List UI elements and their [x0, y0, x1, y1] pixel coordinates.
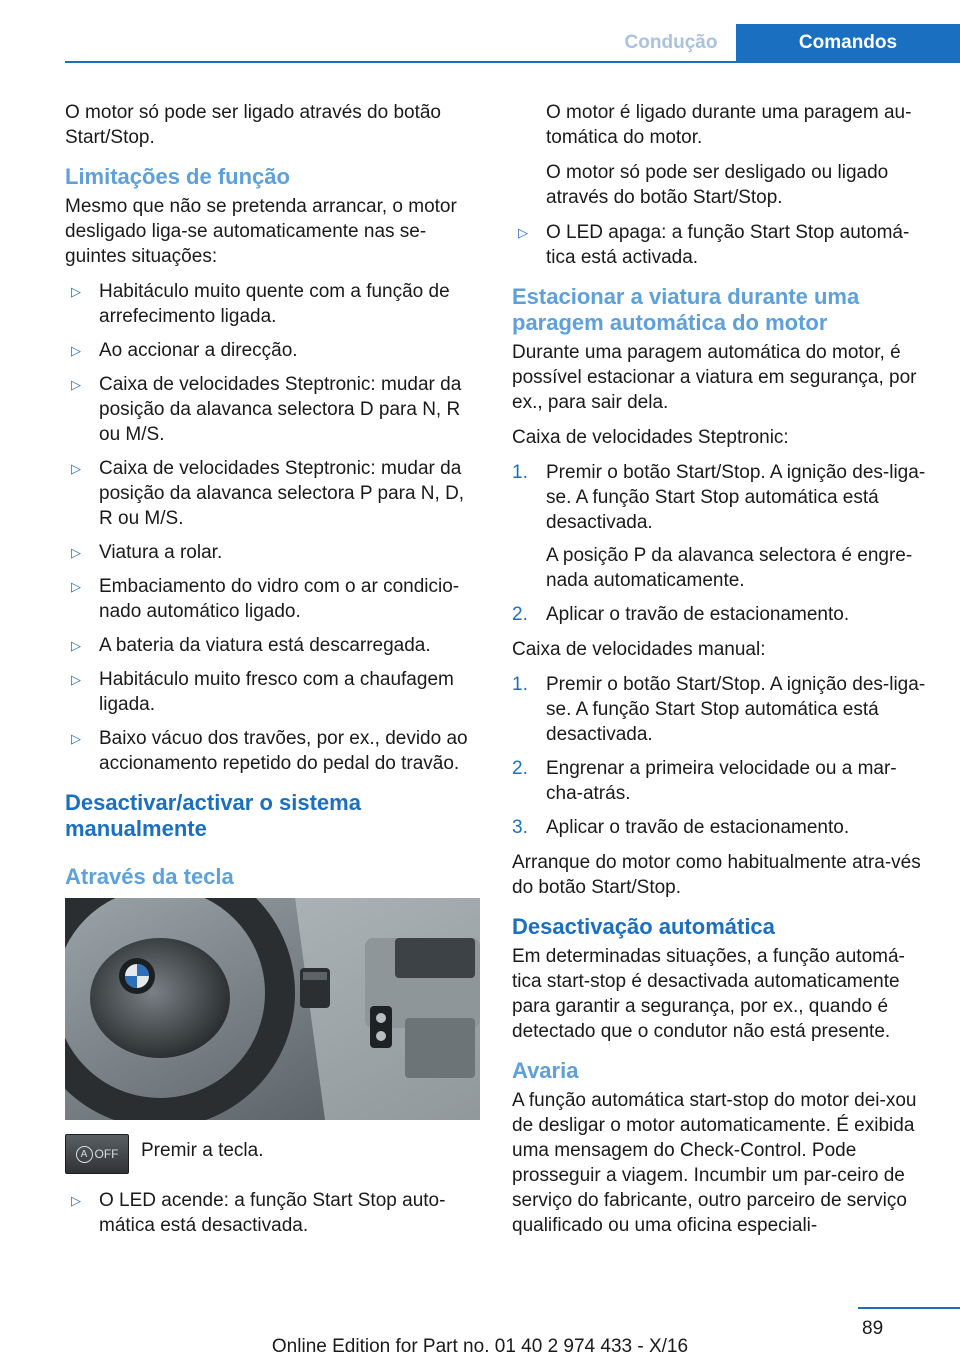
led-on-list	[65, 1188, 483, 1238]
manual-steps	[512, 672, 926, 840]
step-item	[512, 460, 926, 593]
list-item: ▷ Ao accionar a direcção.	[65, 338, 483, 363]
continued-text	[512, 100, 926, 210]
arranque-paragraph: Arranque do motor como habitualmente atra-vés do botão Start/Stop.	[512, 852, 921, 898]
step-item	[512, 756, 926, 806]
auto-start-stop-off-button[interactable]	[65, 1134, 129, 1174]
heading-avaria: Avaria	[512, 1058, 579, 1083]
step-text: Engrenar a primeira velocidade ou a mar-cha-atrás.	[546, 758, 897, 804]
step-text: Premir o botão Start/Stop. A ignição des-liga-se. A função Start Stop automática está desactivada.	[546, 674, 926, 745]
paragraph: O motor só pode ser desligado ou ligado através do botão Start/Stop.	[546, 162, 889, 208]
section-tab: Comandos	[736, 24, 960, 62]
paragraph: O motor é ligado durante uma paragem au-tomática do motor.	[546, 102, 912, 148]
off-label: OFF	[94, 1147, 119, 1161]
step-subtext: A posição P da alavanca selectora é engre-nada automaticamente.	[546, 545, 913, 591]
step-text: Aplicar o travão de estacionamento.	[546, 604, 850, 625]
step-text: Aplicar o travão de estacionamento.	[546, 817, 850, 838]
step-item	[512, 602, 926, 627]
steering-wheel-photo	[65, 898, 480, 1120]
list-item: ▷ O LED acende: a função Start Stop auto-mática está desactivada.	[65, 1188, 483, 1238]
steptronic-label: Caixa de velocidades Steptronic:	[512, 427, 789, 448]
list-item: ▷ Caixa de velocidades Steptronic: mudar da posição da alavanca selectora D para N, R ou M/S.	[65, 372, 483, 447]
right-column	[512, 100, 926, 1248]
list-item: ▷ Viatura a rolar.	[65, 540, 483, 565]
list-item: ▷ Caixa de velocidades Steptronic: mudar da posição da alavanca selectora P para N, D, R ou M/S.	[65, 456, 483, 531]
footer-rule	[858, 1307, 960, 1309]
list-item: ▷ Habitáculo muito quente com a função de arrefecimento ligada.	[65, 279, 483, 329]
list-item: ▷ Baixo vácuo dos travões, por ex., devido ao accionamento repetido do pedal do travão.	[65, 726, 483, 776]
led-off-list	[512, 220, 926, 270]
intro-paragraph: O motor só pode ser ligado através do botão Start/Stop.	[65, 102, 442, 148]
manual-label: Caixa de velocidades manual:	[512, 639, 766, 660]
header-rule	[65, 61, 960, 63]
heading-desactivacao: Desactivação automática	[512, 914, 775, 939]
desactivacao-paragraph: Em determinadas situações, a função automá-tica start-stop é desactivada automaticamente para garantir a segurança, por ex., quando é detectado que o condutor não está presente.	[512, 946, 905, 1042]
edition-footer: Online Edition for Part no. 01 40 2 974 433 - X/16	[271, 1336, 689, 1357]
list-item: ▷ A bateria da viatura está descarregada.	[65, 633, 483, 658]
list-item: ▷ Embaciamento do vidro com o ar condicio-nado automático ligado.	[65, 574, 483, 624]
steptronic-steps	[512, 460, 926, 627]
chapter-tab: Condução	[624, 32, 718, 53]
heading-estacionar: Estacionar a viatura durante uma paragem automática do motor	[512, 284, 860, 335]
step-number: 1.	[512, 674, 528, 695]
heading-tecla: Através da tecla	[65, 864, 234, 889]
start-stop-off-button-row	[65, 1134, 483, 1174]
avaria-paragraph: A função automática start-stop do motor dei-xou de desligar o motor automaticamente. É exibida uma mensagem do Check-Control. Pode prosseguir a viagem. Incumbir um par-ceiro de serviço do fabricante, outro parceiro de serviço qualificado ou uma oficina especiali-	[512, 1090, 917, 1236]
list-item: ▷ O LED apaga: a função Start Stop automá-tica está activada.	[512, 220, 926, 270]
premir-text: Premir a tecla.	[141, 1140, 264, 1161]
step-number: 1.	[512, 462, 528, 483]
limitacoes-intro: Mesmo que não se pretenda arrancar, o motor desligado liga-se automaticamente nas se-guintes situações:	[65, 196, 457, 267]
left-column	[65, 100, 483, 1248]
step-number: 3.	[512, 817, 528, 838]
step-number: 2.	[512, 604, 528, 625]
step-text: Premir o botão Start/Stop. A ignição des-liga-se. A função Start Stop automática está desactivada.	[546, 462, 926, 533]
page-number: 89	[862, 1318, 884, 1339]
heading-desactivar: Desactivar/activar o sistema manualmente	[65, 790, 361, 841]
step-item	[512, 815, 926, 840]
list-item: ▷ Habitáculo muito fresco com a chaufagem ligada.	[65, 667, 483, 717]
car-interior-illustration	[65, 898, 480, 1120]
heading-limitacoes: Limitações de função	[65, 164, 290, 189]
step-item	[512, 672, 926, 747]
step-number: 2.	[512, 758, 528, 779]
page-header	[0, 0, 960, 62]
estacionar-paragraph: Durante uma paragem automática do motor, é possível estacionar a viatura em segurança, por ex., para sair dela.	[512, 342, 917, 413]
auto-start-stop-icon: A	[76, 1146, 93, 1163]
limitacoes-list	[65, 279, 483, 776]
